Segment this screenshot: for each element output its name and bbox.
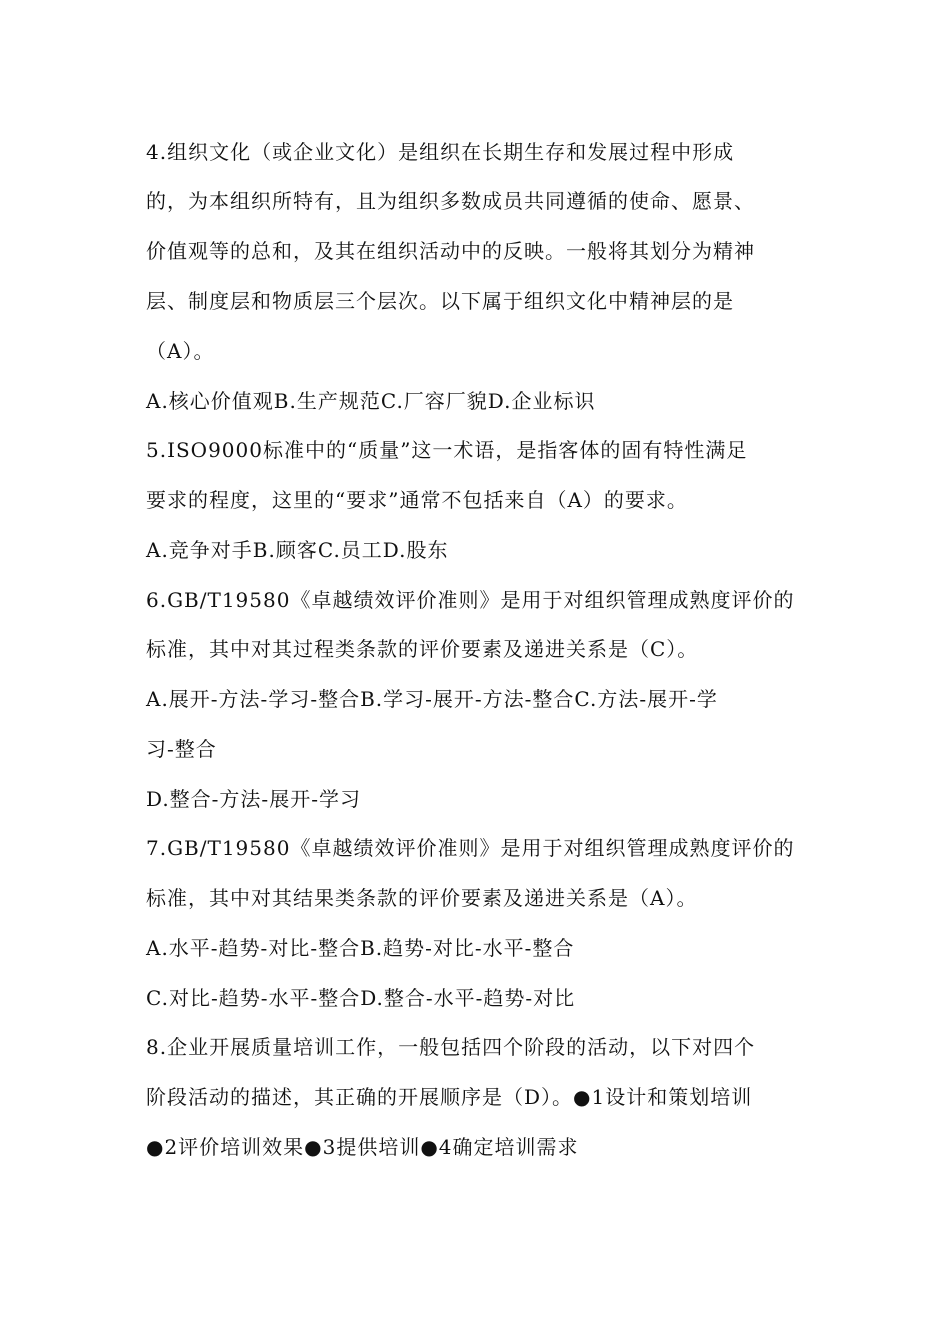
question-4-answer-line: （A）。: [146, 339, 215, 363]
question-6-line-2: 标准，其中对其过程类条款的评价要素及递进关系是（C）。: [146, 637, 699, 661]
question-5-options: A.竞争对手B.顾客C.员工D.股东: [146, 538, 449, 562]
question-8-line-3: ●2评价培训效果●3提供培训●4确定培训需求: [146, 1135, 579, 1159]
question-6-options-line-1: A.展开-方法-学习-整合B.学习-展开-方法-整合C.方法-展开-学: [146, 687, 718, 711]
question-4-line-1: 4.组织文化（或企业文化）是组织在长期生存和发展过程中形成: [146, 140, 735, 164]
question-4-line-4: 层、制度层和物质层三个层次。以下属于组织文化中精神层的是: [146, 289, 734, 313]
question-6-line-1: 6.GB/T19580《卓越绩效评价准则》是用于对组织管理成熟度评价的: [146, 588, 795, 612]
question-6-options-line-2: 习-整合: [146, 737, 217, 761]
question-7-options-line-1: A.水平-趋势-对比-整合B.趋势-对比-水平-整合: [146, 936, 575, 960]
question-4-line-3: 价值观等的总和，及其在组织活动中的反映。一般将其划分为精神: [146, 239, 755, 263]
question-8-line-2: 阶段活动的描述，其正确的开展顺序是（D）。●1设计和策划培训: [146, 1085, 753, 1109]
question-7-options-line-2: C.对比-趋势-水平-整合D.整合-水平-趋势-对比: [146, 986, 576, 1010]
question-7-line-2: 标准，其中对其结果类条款的评价要素及递进关系是（A）。: [146, 886, 698, 910]
question-5-line-1: 5.ISO9000标准中的“质量”这一术语，是指客体的固有特性满足: [146, 438, 748, 462]
question-5-line-2: 要求的程度，这里的“要求”通常不包括来自（A）的要求。: [146, 488, 688, 512]
question-7-line-1: 7.GB/T19580《卓越绩效评价准则》是用于对组织管理成熟度评价的: [146, 836, 795, 860]
question-4-line-2: 的，为本组织所特有，且为组织多数成员共同遵循的使命、愿景、: [146, 189, 755, 213]
question-4-options: A.核心价值观B.生产规范C.厂容厂貌D.企业标识: [146, 389, 596, 413]
question-8-line-1: 8.企业开展质量培训工作，一般包括四个阶段的活动，以下对四个: [146, 1035, 756, 1059]
question-6-options-line-3: D.整合-方法-展开-学习: [146, 787, 361, 811]
